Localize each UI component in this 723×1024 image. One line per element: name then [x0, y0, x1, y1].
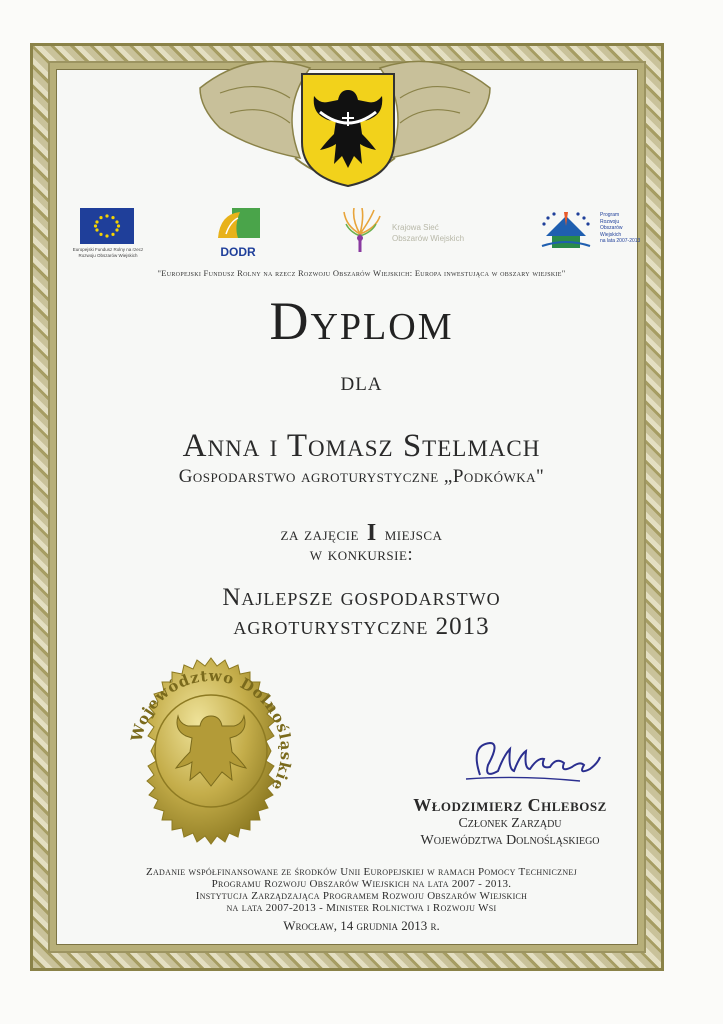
recipient-names: Anna i Tomasz Stelmach	[182, 428, 541, 464]
for-label: dla	[340, 366, 383, 396]
place-and-date: Wrocław, 14 grudnia 2013 r.	[283, 918, 440, 933]
place-number: I	[366, 520, 377, 546]
ksow-logo	[340, 208, 500, 258]
place-suffix: miejsca	[384, 524, 443, 545]
prow-line4: Wiejskich	[600, 231, 622, 238]
lower-silesia-coat-of-arms-icon	[300, 72, 396, 188]
dodr-logo	[214, 208, 262, 259]
farm-name: Gospodarstwo agroturystyczne „Podkówka"	[178, 466, 545, 487]
footer-line-3: Instytucja Zarządzająca Programem Rozwoju Obszarów Wiejskich	[195, 890, 528, 902]
handwritten-signature	[460, 735, 610, 795]
signer-name: Włodzimierz Chlebosz	[413, 795, 607, 815]
contest-line: w konkursie:	[309, 544, 414, 565]
seal-text: Województwo Dolnośląskie	[127, 666, 296, 795]
diploma-title: Dyplom	[269, 291, 454, 351]
dodr-leaf-icon	[214, 208, 262, 242]
fund-tagline: "Europejski Fundusz Rolny na rzecz Rozwoju Obszarów Wiejskich: Europa inwestująca w obszary wiejskie"	[157, 268, 566, 278]
place-line	[0, 520, 723, 547]
place-prefix: za zajęcie	[280, 524, 359, 545]
prow-line1: Program	[600, 212, 620, 218]
eu-caption-line1: Europejski Fundusz Rolny na rzecz	[72, 247, 144, 252]
dodr-label: DODR	[220, 245, 256, 259]
footer-line-4: na lata 2007-2013 - Minister Rolnictwa i Rozwoju Wsi	[226, 902, 497, 914]
eu-caption-line2: Rozwoju Obszarów Wiejskich	[78, 253, 138, 258]
ksow-line1: Krajowa Sieć	[392, 223, 439, 232]
gold-seal-icon	[116, 656, 306, 846]
prow-logo	[538, 210, 648, 260]
eu-flag-icon	[80, 208, 134, 244]
signer-role-line2: Województwa Dolnośląskiego	[420, 833, 600, 848]
prow-line2: Rozwoju	[600, 218, 620, 225]
footer-line-2: Programu Rozwoju Obszarów Wiejskich na lata 2007 - 2013.	[211, 878, 512, 890]
category-line-2: agroturystyczne 2013	[233, 613, 490, 640]
signer-role-line1: Członek Zarządu	[458, 816, 562, 831]
prow-years: na lata 2007-2013	[600, 238, 641, 244]
footer-line-1: Zadanie współfinansowane ze środków Unii Europejskiej w ramach Pomocy Technicznej	[145, 866, 578, 878]
prow-line3: Obszarów	[600, 225, 623, 231]
ksow-tree-icon	[340, 208, 384, 254]
eu-stars-icon	[80, 208, 134, 244]
prow-house-icon	[538, 210, 594, 254]
ksow-line2: Obszarów Wiejskich	[392, 234, 465, 243]
category-line-1: Najlepsze gospodarstwo	[222, 584, 501, 611]
